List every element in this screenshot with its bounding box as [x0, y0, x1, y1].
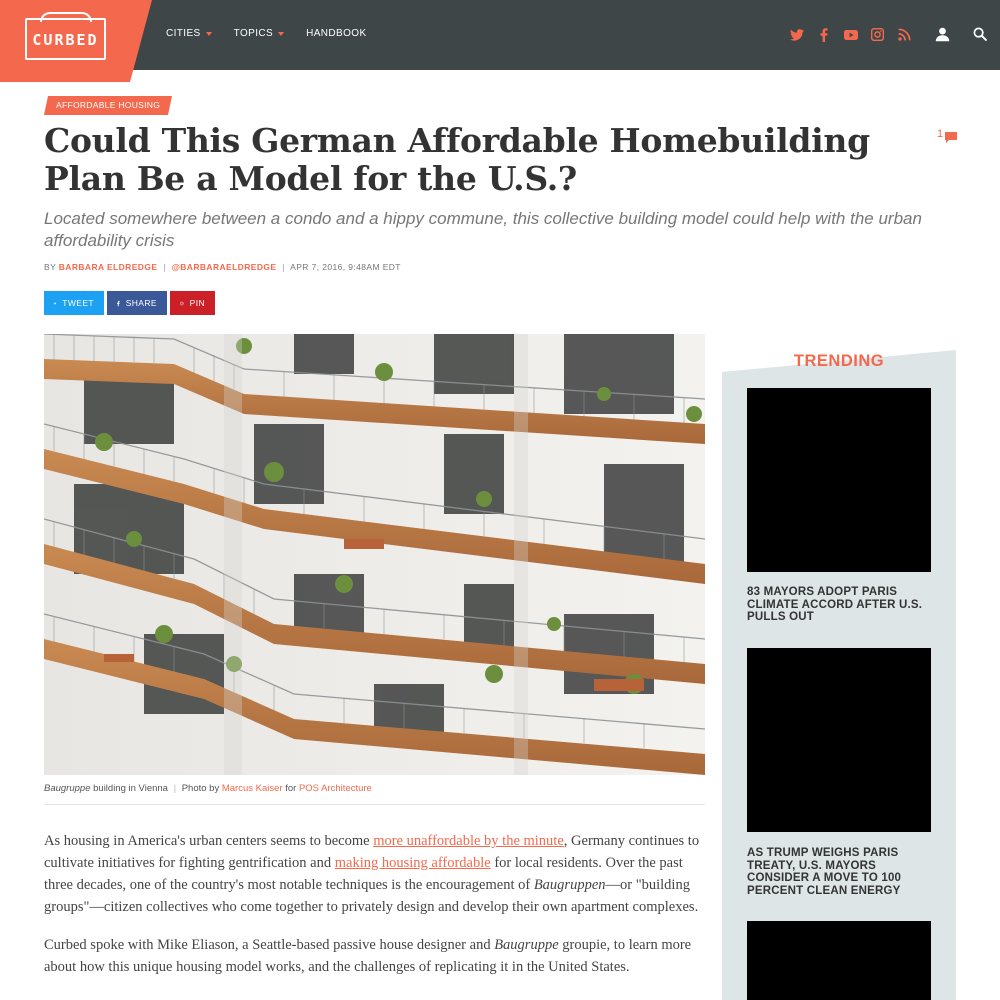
- category-label: AFFORDABLE HOUSING: [56, 100, 161, 110]
- pinterest-button[interactable]: [170, 291, 215, 315]
- p1-text-d: —or "building groups"—citizen collectives who come together to privately design and develop their own apartment complexes.: [44, 877, 699, 915]
- p2-emphasis: Baugruppe: [494, 937, 559, 953]
- pinterest-icon: [180, 298, 184, 309]
- article-paragraph-2: [44, 934, 714, 978]
- nav-handbook[interactable]: [306, 28, 366, 39]
- user-icon[interactable]: [935, 27, 952, 44]
- article-subtitle: Located somewhere between a condo and a hippy commune, this collective building model could help with the urban affordability crisis: [44, 209, 922, 250]
- chevron-down-icon: [278, 32, 284, 36]
- byline-by: BY: [44, 262, 56, 272]
- trending-headline-1[interactable]: 83 MAYORS ADOPT PARIS CLIMATE ACCORD AFTER U.S. PULLS OUT: [747, 586, 923, 623]
- p1-text-c: for local residents. Over the past three decades, one of the country's most notable techniques is the encouragement of: [44, 855, 683, 893]
- comment-icon: [945, 132, 957, 143]
- chevron-down-icon: [206, 32, 212, 36]
- share-buttons: [44, 291, 215, 315]
- article-paragraph-1: [44, 830, 714, 918]
- tweet-button[interactable]: [44, 291, 104, 315]
- nav-topics-label: TOPICS: [233, 28, 274, 39]
- caption-photo-by: Photo by: [181, 783, 222, 794]
- trending-image-3[interactable]: [747, 921, 931, 1000]
- nav-cities[interactable]: [166, 28, 212, 39]
- p1-text-a: As housing in America's urban centers seems to become: [44, 833, 374, 849]
- facebook-icon: [117, 298, 120, 309]
- caption-for: for: [282, 783, 299, 794]
- trending-image-1[interactable]: [747, 388, 931, 572]
- nav-topics[interactable]: [234, 28, 284, 39]
- search-icon[interactable]: [973, 27, 990, 44]
- publish-date: APR 7, 2016, 9:48AM EDT: [290, 262, 401, 272]
- byline-divider: |: [282, 262, 285, 272]
- logo-tail: [130, 0, 152, 82]
- facebook-icon[interactable]: [815, 26, 832, 43]
- trending-title: TRENDING: [793, 352, 885, 370]
- trending-image-2[interactable]: [747, 648, 931, 832]
- author-twitter-link[interactable]: @BARBARAELDREDGE: [171, 262, 277, 272]
- pin-label: PIN: [189, 298, 205, 308]
- main-nav: [166, 28, 367, 39]
- p1-text-b: , Germany continues to cultivate initiatives for fighting gentrification and: [44, 833, 700, 871]
- trending-headline-2[interactable]: AS TRUMP WEIGHS PARIS TREATY, U.S. MAYORS CONSIDER A MOVE TO 100 PERCENT CLEAN ENERGY: [747, 847, 902, 897]
- photo-caption: [44, 783, 372, 794]
- youtube-icon[interactable]: [842, 26, 859, 43]
- p2-text-b: groupie, to learn more about how this unique housing model works, and the challenges of replicating it in the United States.: [44, 937, 692, 975]
- instagram-icon[interactable]: [869, 26, 886, 43]
- category-tag[interactable]: [44, 96, 172, 115]
- nav-cities-label: CITIES: [166, 28, 201, 39]
- rss-icon[interactable]: [896, 26, 913, 43]
- share-label: SHARE: [125, 298, 157, 308]
- facebook-share-button[interactable]: [107, 291, 167, 315]
- comment-count-link[interactable]: [937, 128, 957, 143]
- logo[interactable]: CURBED: [32, 31, 99, 49]
- social-links: [788, 26, 913, 43]
- comment-count: 1: [937, 128, 944, 140]
- twitter-icon[interactable]: [788, 26, 805, 43]
- photographer-link[interactable]: Marcus Kaiser: [221, 783, 283, 794]
- caption-divider-line: [44, 804, 705, 805]
- link-making-housing-affordable[interactable]: making housing affordable: [334, 855, 491, 871]
- tweet-label: TWEET: [62, 298, 94, 308]
- nav-handbook-label: HANDBOOK: [306, 28, 367, 39]
- agency-link[interactable]: POS Architecture: [298, 783, 372, 794]
- caption-italic: Baugruppe: [44, 783, 91, 794]
- link-more-unaffordable[interactable]: more unaffordable by the minute: [373, 833, 564, 849]
- article-title: Could This German Affordable Homebuilding Plan Be a Model for the U.S.?: [44, 121, 870, 198]
- p1-emphasis: Baugruppen: [533, 877, 606, 893]
- twitter-icon: [54, 299, 56, 308]
- article-photo[interactable]: [44, 334, 705, 775]
- author-link[interactable]: BARBARA ELDREDGE: [58, 262, 158, 272]
- caption-text: building in Vienna: [90, 783, 168, 794]
- caption-divider: |: [173, 783, 177, 794]
- p2-text-a: Curbed spoke with Mike Eliason, a Seattle-based passive house designer and: [44, 937, 495, 953]
- byline: [44, 262, 401, 272]
- byline-divider: |: [163, 262, 166, 272]
